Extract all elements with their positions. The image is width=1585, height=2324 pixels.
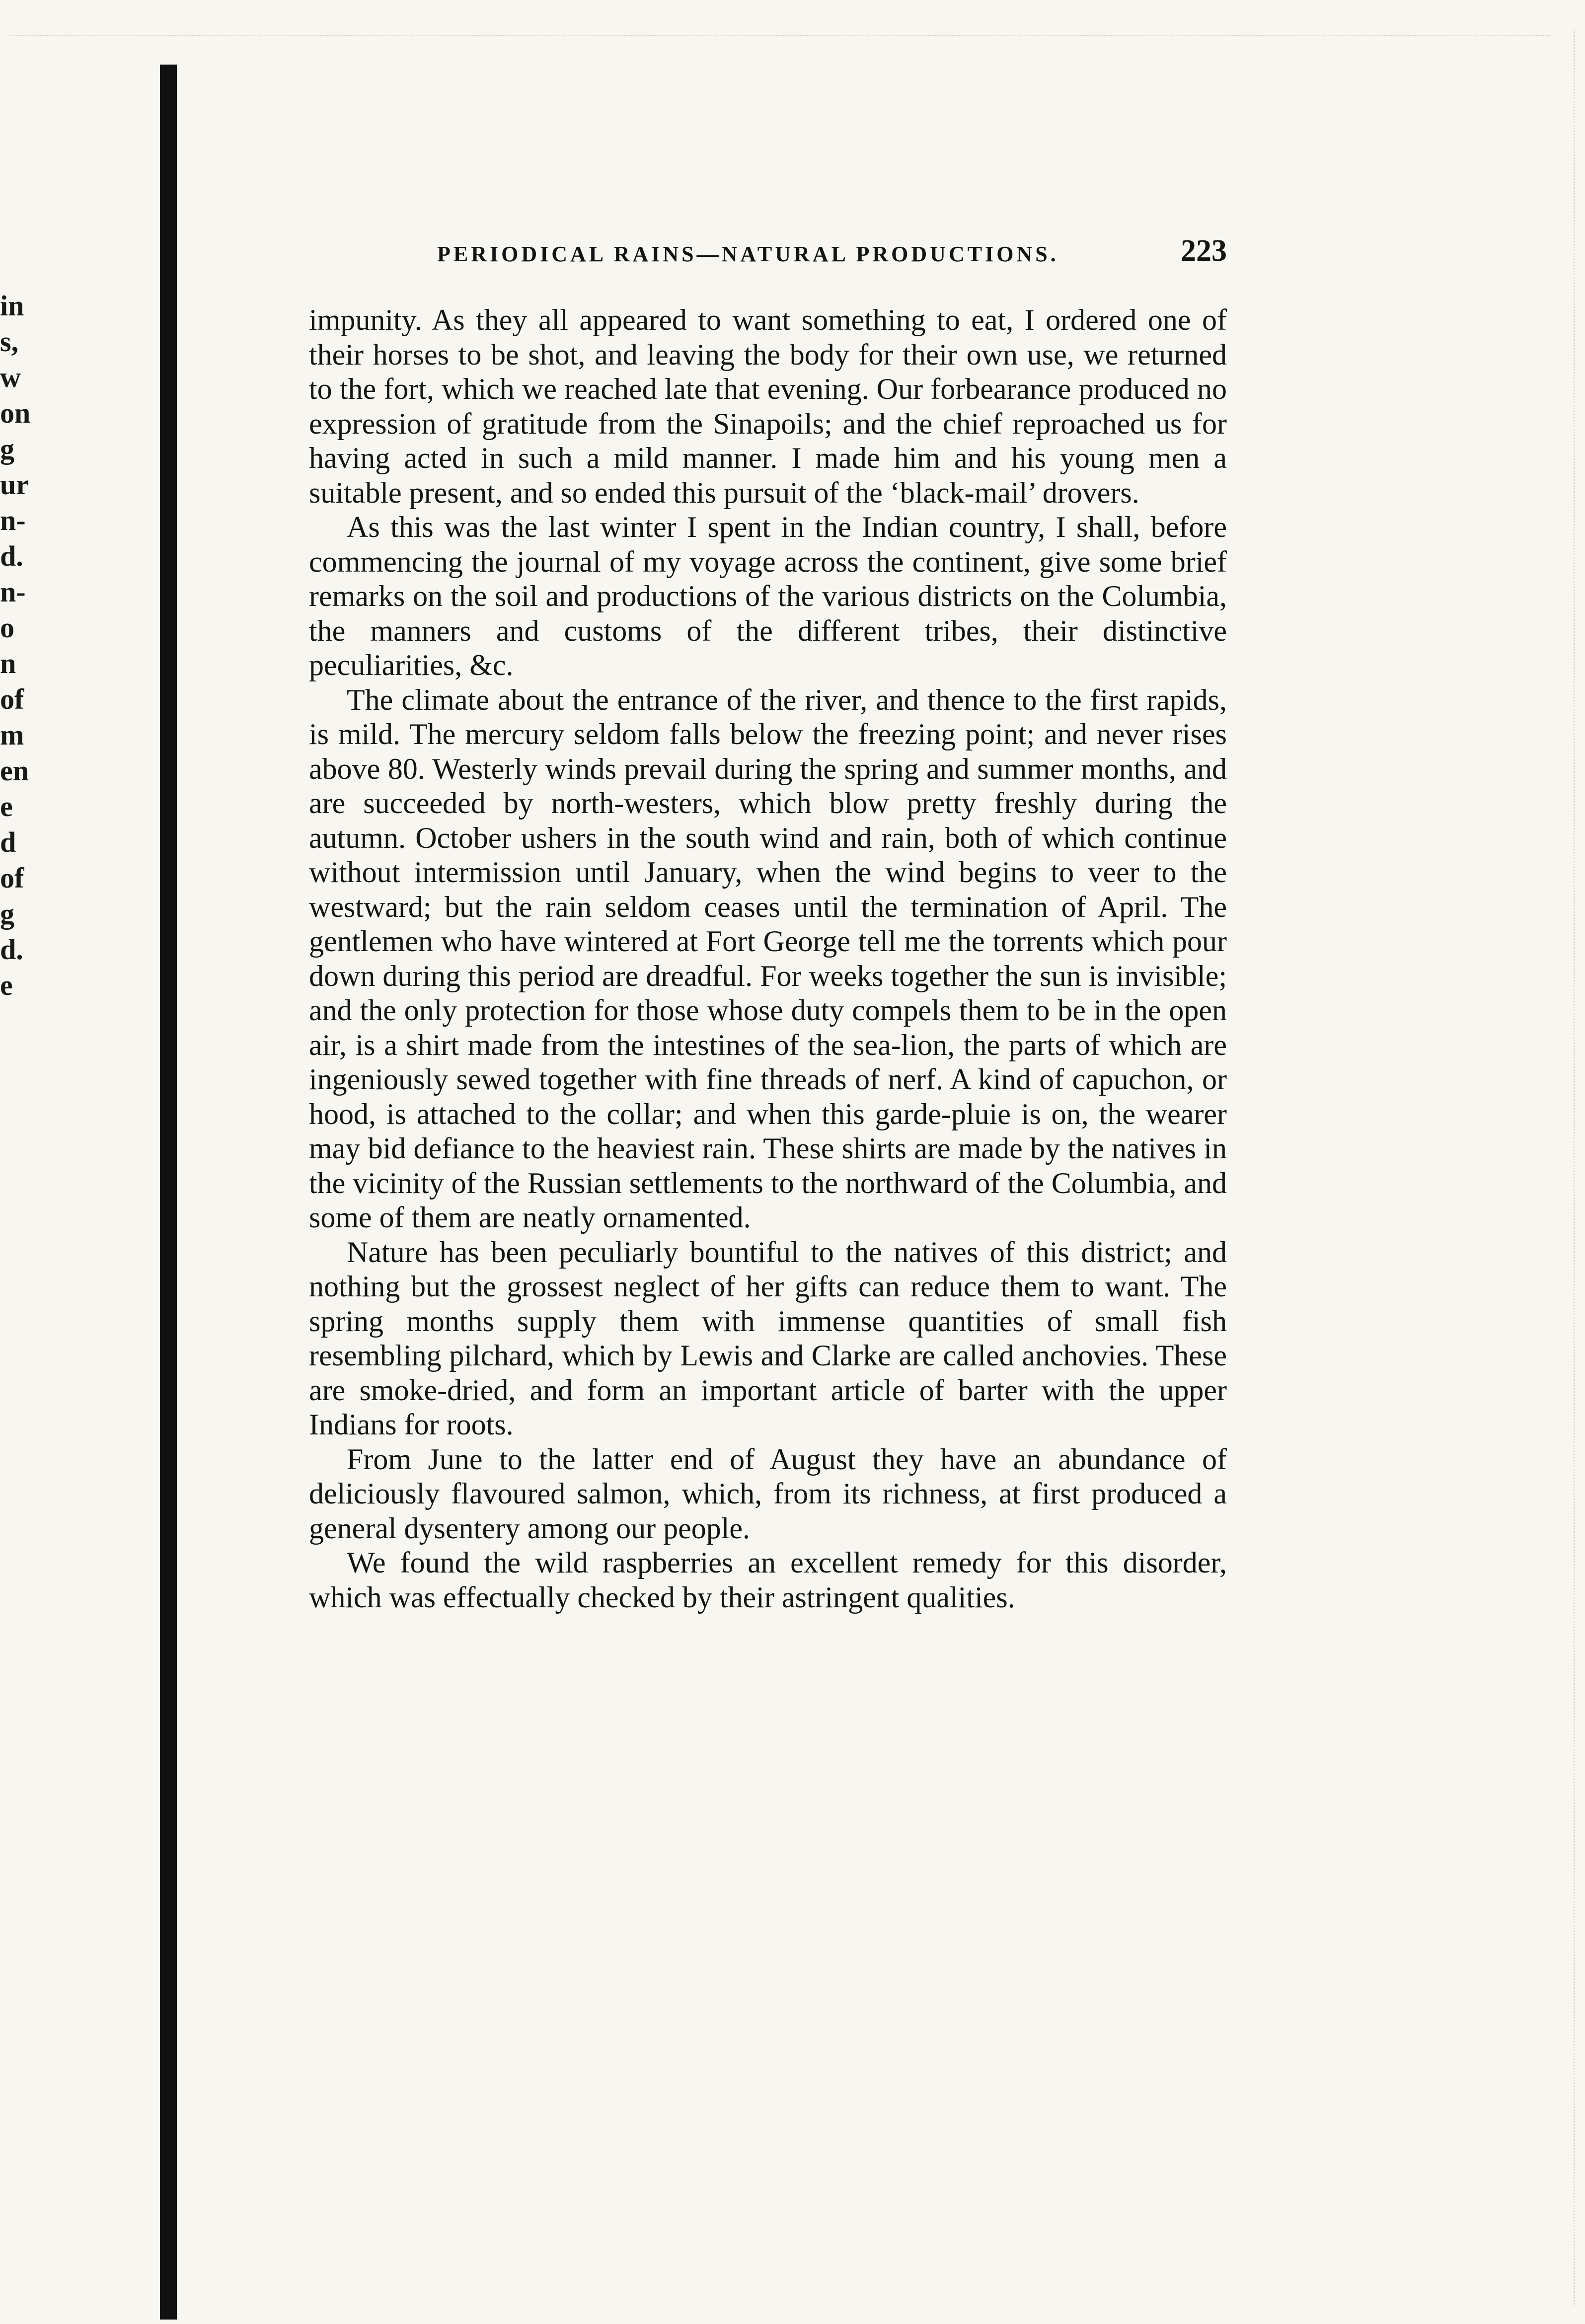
facing-fragment: e: [0, 790, 13, 823]
paragraph: We found the wild raspberries an excellent remedy for this disorder, which was effectually checked by their astringent qualities.: [309, 1546, 1227, 1614]
facing-page-fragments: [0, 288, 45, 1003]
facing-fragment: d.: [0, 540, 23, 572]
facing-fragment: g: [0, 898, 14, 930]
facing-fragment: n-: [0, 576, 26, 608]
facing-fragment: en: [0, 754, 29, 787]
paragraph: As this was the last winter I spent in the Indian country, I shall, before commencing the journal of my voyage across the continent, give some brief remarks on the soil and productions of the various districts on the Columbia, the manners and customs of the different tribes, their distinctive peculiarities, &c.: [309, 511, 1227, 681]
body-text: [309, 303, 1227, 1615]
right-edge-speckle: [1459, 30, 1575, 2305]
page-number: 223: [1181, 234, 1227, 268]
facing-fragment: ur: [0, 468, 29, 501]
paragraph: The climate about the entrance of the river, and thence to the first rapids, is mild. The mercury seldom falls below the freezing point; and never rises above 80. Westerly winds prevail during the spring and summer months, and are succeeded by north-westers, which blow pretty freshly during the autumn. October ushers in the south wind and rain, both of which continue without intermission until January, when the wind begins to veer to the westward; but the rain seldom ceases until the termination of April. The gentlemen who have wintered at Fort George tell me the torrents which pour down during this period are dreadful. For weeks together the sun is invisible; and the only protection for those whose duty compels them to be in the open air, is a shirt made from the intestines of the sea-lion, the parts of which are ingeniously sewed together with fine threads of nerf. A kind of capuchon, or hood, is attached to the collar; and when this garde-pluie is on, the wearer may bid defiance to the heaviest rain. These shirts are made by the natives in the vicinity of the Russian settlements to the northward of the Columbia, and some of them are neatly ornamented.: [309, 683, 1227, 1234]
facing-fragment: d: [0, 826, 16, 858]
facing-fragment: on: [0, 397, 31, 429]
paragraph: Nature has been peculiarly bountiful to the natives of this district; and nothing but the grossest neglect of her gifts can reduce them to want. The spring months supply them with immense quantities of small fish resembling pilchard, which by Lewis and Clarke are called anchovies. These are smoke-dried, and form an important article of barter with the upper Indians for roots.: [309, 1235, 1227, 1441]
facing-fragment: o: [0, 611, 14, 644]
running-head: PERIODICAL RAINS—NATURAL PRODUCTIONS.: [437, 242, 1059, 266]
facing-fragment: n: [0, 647, 16, 679]
facing-fragment: d.: [0, 933, 23, 966]
facing-fragment: of: [0, 862, 24, 894]
binding-shadow: [160, 65, 177, 2320]
facing-fragment: m: [0, 719, 24, 751]
facing-fragment: of: [0, 683, 24, 715]
facing-fragment: s,: [0, 325, 19, 358]
facing-fragment: e: [0, 969, 13, 1001]
facing-fragment: in: [0, 290, 24, 322]
page-header: [427, 233, 1227, 273]
paragraph: From June to the latter end of August they have an abundance of deliciously flavoured salmon, which, from its richness, at first produced a general dysentery among our people.: [309, 1442, 1227, 1545]
paragraph: impunity. As they all appeared to want something to eat, I ordered one of their horses to be shot, and leaving the body for their own use, we returned to the fort, which we reached late that evening. Our forbearance produced no expression of gratitude from the Sinapoils; and the chief reproached us for having acted in such a mild manner. I made him and his young men a suitable present, and so ended this pursuit of the ‘black-mail’ drovers.: [309, 303, 1227, 509]
facing-fragment: n-: [0, 504, 26, 536]
facing-fragment: g: [0, 433, 14, 465]
top-edge-speckle: [10, 35, 1550, 36]
facing-fragment: w: [0, 361, 21, 393]
